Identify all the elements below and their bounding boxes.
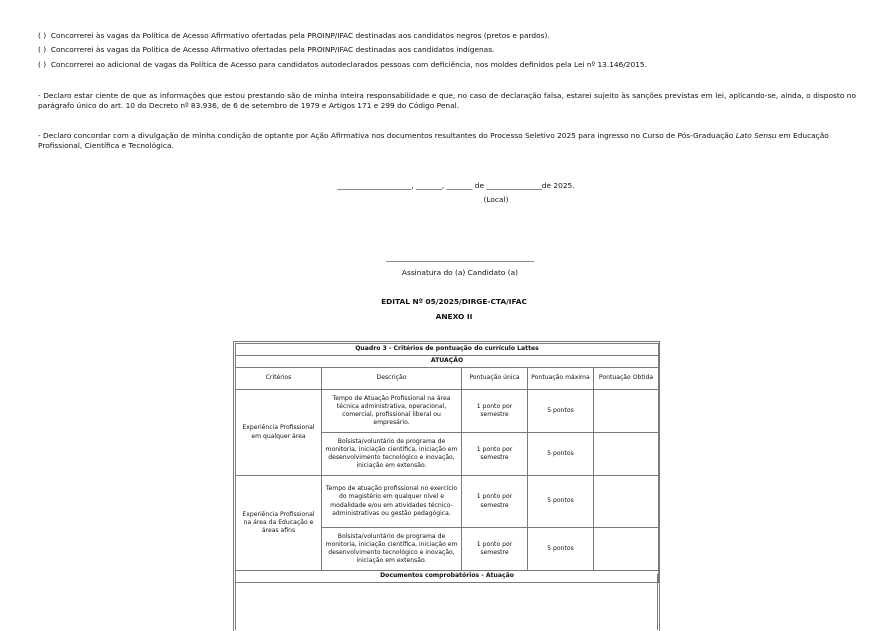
- declaration-publication: [38, 131, 856, 151]
- table-title: Quadro 3 - Critérios de pontuação do currículo Lattes: [236, 344, 659, 356]
- date-line: ____________________, _______, _______ de _______________de 2025.: [337, 181, 575, 190]
- checkbox-pcd[interactable]: ( ): [38, 60, 47, 69]
- lattes-score-table: [235, 343, 659, 583]
- signature-label: Assinatura do (a) Candidato (a): [401, 268, 519, 277]
- local-label: (Local): [483, 195, 509, 204]
- documents-box: [235, 574, 658, 630]
- row-obtained-score[interactable]: [594, 433, 659, 476]
- row-unit-score: 1 ponto por semestre: [462, 433, 528, 476]
- table-section: ATUAÇÃO: [236, 356, 659, 368]
- annex-title: ANEXO II: [435, 312, 473, 321]
- row-unit-score: 1 ponto por semestre: [462, 390, 528, 433]
- header-obtained-score: Pontuação Obtida: [594, 368, 659, 390]
- declaration-publication-end: em Educação Profissional, Científica e Tecnológica.: [38, 131, 829, 150]
- row-max-score: 5 pontos: [528, 476, 594, 528]
- table-footer: Documentos comprobatórios - Atuação: [236, 571, 659, 583]
- row-obtained-score[interactable]: [594, 390, 659, 433]
- header-max-score: Pontuação máxima: [528, 368, 594, 390]
- row-description: Bolsista/voluntário de programa de monitoria, iniciação científica, iniciação em desenvolvimento tecnológico e inovação, iniciação em extensão.: [322, 528, 462, 571]
- row-max-score: 5 pontos: [528, 433, 594, 476]
- option-pcd-text: Concorrerei ao adicional de vagas da Política de Acesso para candidatos autodeclarados pessoas com deficiência, nos moldes definidos pela Lei nº 13.146/2015.: [50, 60, 647, 69]
- criterion-any-area: Experiência Profissional em qualquer área: [236, 390, 322, 476]
- row-max-score: 5 pontos: [528, 528, 594, 571]
- option-negros-text: Concorrerei às vagas da Política de Acesso Afirmativo ofertadas pela PROINP/IFAC destinadas aos candidatos negros (pretos e pardos).: [50, 31, 550, 40]
- declaration-responsibility: - Declaro estar ciente de que as informações que estou prestando são de minha inteira responsabilidade e que, no caso de declaração falsa, estarei sujeito às sanções previstas em lei, aplicando-se, ainda, o disposto no parágrafo único do art. 10 do Decreto nº 83.936, de 6 de setembro de 1979 e Artigos 171 e 299 do Código Penal.: [38, 91, 856, 110]
- row-unit-score: 1 ponto por semestre: [462, 528, 528, 571]
- declaration-publication-italic: Lato Sensu: [735, 131, 777, 140]
- declaration-publication-start: - Declaro concordar com a divulgação de minha condição de optante por Ação Afirmativa nos documentos resultantes do Processo Seletivo 2025 para ingresso no Curso de Pós-Graduação: [38, 131, 736, 140]
- edital-title: EDITAL Nº 05/2025/DIRGE-CTA/IFAC: [381, 297, 527, 306]
- row-max-score: 5 pontos: [528, 390, 594, 433]
- option-negros: [38, 31, 856, 41]
- row-unit-score: 1 ponto por semestre: [462, 476, 528, 528]
- row-obtained-score[interactable]: [594, 528, 659, 571]
- checkbox-indigenas[interactable]: ( ): [38, 45, 47, 54]
- option-pcd: [38, 60, 856, 70]
- option-indigenas: [38, 45, 856, 55]
- table-row: [236, 390, 659, 433]
- row-description: Tempo de atuação profissional no exercício do magistério em qualquer nível e modalidade e/ou em atividades técnico-administrativas ou gestão pedagógica.: [322, 476, 462, 528]
- row-description: Tempo de Atuação Profissional na área técnica administrativa, operacional, comercial, profissional liberal ou empresário.: [322, 390, 462, 433]
- checkbox-negros[interactable]: ( ): [38, 31, 47, 40]
- row-description: Bolsista/voluntário de programa de monitoria, iniciação científica, iniciação em desenvolvimento tecnológico e inovação, iniciação em extensão.: [322, 433, 462, 476]
- header-criteria: Critérios: [236, 368, 322, 390]
- header-unit-score: Pontuação única: [462, 368, 528, 390]
- criterion-education-area: Experiência Profissional na área da Educação e áreas afins: [236, 476, 322, 571]
- header-description: Descrição: [322, 368, 462, 390]
- table-row: [236, 476, 659, 528]
- signature-line: ________________________________________: [386, 253, 534, 262]
- row-obtained-score[interactable]: [594, 476, 659, 528]
- option-indigenas-text: Concorrerei às vagas da Política de Acesso Afirmativo ofertadas pela PROINP/IFAC destinadas aos candidatos indígenas.: [50, 45, 495, 54]
